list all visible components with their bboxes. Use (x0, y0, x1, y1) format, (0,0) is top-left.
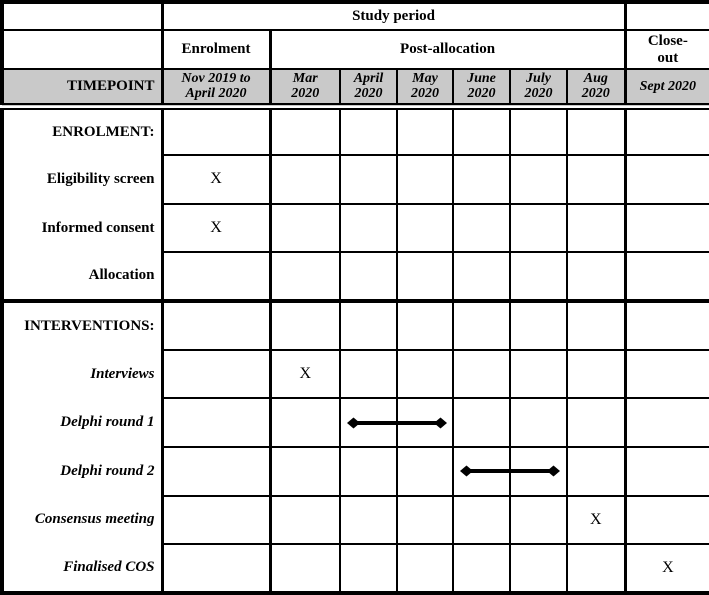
schedule-cell (397, 204, 453, 253)
schedule-cell (625, 447, 709, 496)
schedule-cell (510, 204, 567, 253)
schedule-cell (340, 106, 397, 155)
timepoint-col-header: April 2020 (340, 69, 397, 107)
schedule-cell (340, 301, 397, 350)
close-out-phase-header (625, 30, 709, 69)
schedule-cell (270, 301, 340, 350)
schedule-cell (397, 350, 453, 399)
schedule-cell (567, 204, 625, 253)
table-row (2, 252, 709, 301)
schedule-cell (625, 301, 709, 350)
schedule-cell (162, 252, 270, 301)
row-label-eligibility-screen: Eligibility screen (2, 155, 162, 204)
schedule-cell (397, 252, 453, 301)
schedule-cell (340, 447, 397, 496)
schedule-cell (453, 204, 510, 253)
schedule-cell-arrow-end (397, 398, 453, 447)
schedule-cell (453, 106, 510, 155)
schedule-cell (510, 155, 567, 204)
schedule-cell (453, 544, 510, 593)
schedule-cell (567, 301, 625, 350)
schedule-cell (625, 350, 709, 399)
schedule-cell (397, 544, 453, 593)
schedule-cell (270, 544, 340, 593)
schedule-cell (397, 301, 453, 350)
row-label-enrolment-section: ENROLMENT: (2, 106, 162, 155)
timepoint-col-header: June 2020 (453, 69, 510, 107)
table-row (2, 447, 709, 496)
schedule-cell (453, 398, 510, 447)
close-out-phase-label: Close-out (647, 32, 688, 66)
row-label-finalised-cos: Finalised COS (2, 544, 162, 593)
table-row (2, 155, 709, 204)
timepoint-col-header: May 2020 (397, 69, 453, 107)
corner-cell-phase (2, 30, 162, 69)
schedule-cell (625, 252, 709, 301)
row-label-delphi-round-2: Delphi round 2 (2, 447, 162, 496)
close-out-spacer-cell (625, 2, 709, 30)
schedule-cell (270, 496, 340, 545)
schedule-cell (567, 350, 625, 399)
table-row (2, 106, 709, 155)
table-row (2, 350, 709, 399)
table-row (2, 301, 709, 350)
row-label-allocation: Allocation (2, 252, 162, 301)
schedule-cell-arrow-start (453, 447, 510, 496)
schedule-cell (625, 496, 709, 545)
timepoint-col-header: Sept 2020 (625, 69, 709, 107)
schedule-cell (397, 155, 453, 204)
schedule-cell (567, 155, 625, 204)
schedule-cell (567, 447, 625, 496)
schedule-cell-arrow-start (340, 398, 397, 447)
schedule-cell (340, 204, 397, 253)
schedule-cell (510, 106, 567, 155)
schedule-cell (270, 447, 340, 496)
schedule-cell (162, 544, 270, 593)
corner-cell-top (2, 2, 162, 30)
row-label-delphi-round-1: Delphi round 1 (2, 398, 162, 447)
schedule-cell (162, 398, 270, 447)
timepoint-header: TIMEPOINT (2, 69, 162, 107)
schedule-cell (625, 155, 709, 204)
schedule-cell (270, 252, 340, 301)
timepoint-col-header: Aug 2020 (567, 69, 625, 107)
schedule-cell (510, 496, 567, 545)
schedule-cell (270, 398, 340, 447)
schedule-cell (340, 544, 397, 593)
schedule-cell (162, 301, 270, 350)
schedule-cell (162, 447, 270, 496)
schedule-cell (567, 106, 625, 155)
schedule-cell (270, 106, 340, 155)
study-period-row (2, 2, 709, 30)
table-row (2, 398, 709, 447)
study-period-header: Study period (162, 2, 625, 30)
mark-cell: X (162, 155, 270, 204)
schedule-cell-arrow-end (510, 447, 567, 496)
schedule-cell (340, 350, 397, 399)
timepoint-col-header: Nov 2019 to April 2020 (162, 69, 270, 107)
post-allocation-phase-header: Post-allocation (270, 30, 625, 69)
schedule-cell (340, 155, 397, 204)
row-label-consensus-meeting: Consensus meeting (2, 496, 162, 545)
table-row (2, 544, 709, 593)
mark-cell: X (567, 496, 625, 545)
schedule-cell (397, 496, 453, 545)
schedule-cell (510, 350, 567, 399)
schedule-cell (453, 496, 510, 545)
timepoint-row (2, 69, 709, 107)
schedule-cell (270, 204, 340, 253)
phase-row (2, 30, 709, 69)
schedule-cell (340, 252, 397, 301)
mark-cell: X (162, 204, 270, 253)
timepoint-col-header: Mar 2020 (270, 69, 340, 107)
row-label-interviews: Interviews (2, 350, 162, 399)
schedule-cell (625, 106, 709, 155)
schedule-cell (510, 544, 567, 593)
table-row (2, 496, 709, 545)
schedule-cell (453, 252, 510, 301)
mark-cell: X (270, 350, 340, 399)
schedule-cell (625, 204, 709, 253)
schedule-cell (162, 350, 270, 399)
schedule-cell (510, 398, 567, 447)
schedule-cell (510, 252, 567, 301)
schedule-cell (162, 106, 270, 155)
schedule-cell (270, 155, 340, 204)
schedule-cell (162, 496, 270, 545)
schedule-cell (397, 106, 453, 155)
timepoint-col-header: July 2020 (510, 69, 567, 107)
row-label-interventions-section: INTERVENTIONS: (2, 301, 162, 350)
table-row (2, 204, 709, 253)
row-label-informed-consent: Informed consent (2, 204, 162, 253)
schedule-cell (453, 301, 510, 350)
schedule-cell (453, 350, 510, 399)
enrolment-phase-header: Enrolment (162, 30, 270, 69)
schedule-cell (340, 496, 397, 545)
schedule-cell (397, 447, 453, 496)
schedule-cell (453, 155, 510, 204)
schedule-cell (625, 398, 709, 447)
schedule-cell (510, 301, 567, 350)
schedule-cell (567, 252, 625, 301)
schedule-cell (567, 398, 625, 447)
mark-cell: X (625, 544, 709, 593)
schedule-cell (567, 544, 625, 593)
